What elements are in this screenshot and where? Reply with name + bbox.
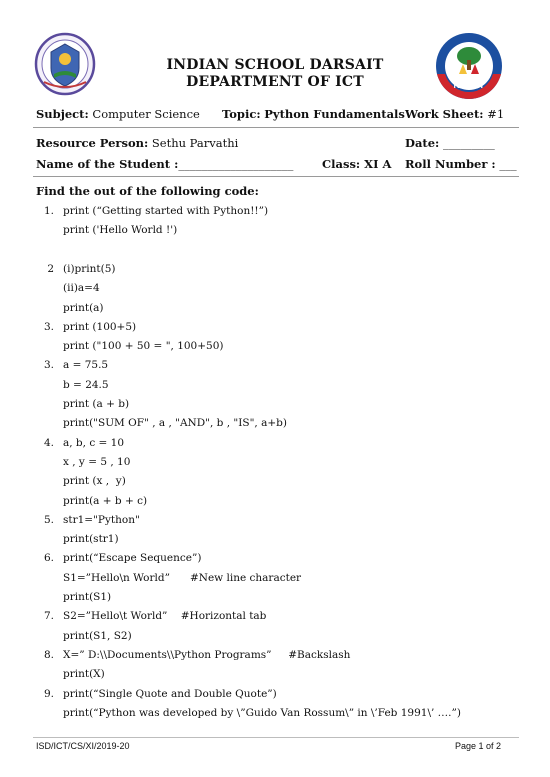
code-line: print(a)	[63, 301, 104, 314]
code-line: print ("100 + 50 = ", 100+50)	[63, 340, 224, 353]
code-line: print(S1)	[63, 591, 112, 603]
question-number: 5.	[43, 513, 54, 526]
class-field	[322, 157, 391, 171]
department-name: DEPARTMENT OF ICT	[186, 74, 364, 90]
roll-value: ___	[499, 157, 517, 171]
school-name: INDIAN SCHOOL DARSAIT	[166, 57, 384, 73]
subject-field	[36, 107, 200, 121]
code-line: print("SUM OF" , a , "AND", b , "IS", a+b)	[63, 417, 287, 430]
divider	[33, 176, 519, 177]
worksheet-label: Work Sheet:	[405, 107, 484, 121]
question-number: 3.	[43, 320, 54, 333]
divider	[33, 127, 519, 128]
question-number: 4.	[43, 436, 54, 449]
student-label: Name of the Student :	[36, 157, 179, 171]
code-line: S1=”Hello\n World” #New line character	[63, 571, 302, 584]
question-number: 1.	[43, 205, 54, 217]
code-line: print ('Hello World !')	[63, 224, 178, 237]
code-line: print(“Escape Sequence”)	[63, 552, 202, 565]
code-line: str1="Python"	[63, 513, 140, 526]
question-number: 2	[47, 262, 54, 275]
topic-label: Topic:	[222, 107, 261, 121]
subject-value: Computer Science	[92, 107, 200, 121]
code-line: print(“Single Quote and Double Quote”)	[63, 687, 277, 700]
date-field	[405, 136, 495, 150]
code-line: x , y = 5 , 10	[63, 455, 131, 468]
code-line: print (x , y)	[63, 475, 126, 488]
nabet-logo-text: NABET	[453, 80, 485, 90]
code-line: print (100+5)	[63, 320, 137, 333]
code-line: X=” D:\\Documents\\Python Programs” #Backslash	[63, 648, 351, 661]
code-line: b = 24.5	[63, 378, 109, 391]
code-line: S2=”Hello\t World” #Horizontal tab	[63, 610, 267, 623]
code-line: print(X)	[63, 668, 105, 681]
code-line: (ii)a=4	[63, 282, 100, 295]
code-line: a = 75.5	[63, 359, 109, 372]
code-line: print (a + b)	[63, 398, 130, 410]
document-code: ISD/ICT/CS/XI/2019-20	[36, 741, 130, 751]
code-line: (i)print(5)	[63, 262, 116, 275]
code-line: a, b, c = 10	[63, 436, 125, 449]
topic-field	[222, 107, 405, 121]
resource-value: Sethu Parvathi	[151, 136, 239, 150]
student-name-field	[36, 157, 293, 171]
question-number: 9.	[43, 687, 54, 700]
worksheet-value: #1	[487, 107, 505, 121]
page-number: Page 1 of 2	[455, 741, 502, 751]
subject-label: Subject:	[36, 107, 89, 121]
date-value: _________	[442, 136, 495, 150]
code-line: print (“Getting started with Python!!”)	[63, 205, 269, 217]
date-label: Date:	[405, 136, 440, 150]
code-line: print(str1)	[63, 533, 119, 546]
code-line: print(S1, S2)	[63, 629, 132, 642]
question-number: 8.	[43, 648, 54, 661]
question-number: 7.	[43, 610, 54, 623]
topic-value: Python Fundamentals	[264, 107, 405, 121]
resource-label: Resource Person:	[36, 136, 149, 150]
code-line: print(a + b + c)	[63, 494, 148, 507]
section-heading: Find the out of the following code:	[36, 184, 259, 198]
question-number: 6.	[43, 552, 54, 565]
worksheet-field	[405, 107, 504, 121]
code-line: print(“Python was developed by \”Guido Van Rossum\” in \’Feb 1991\’ ….”)	[63, 706, 461, 719]
student-value: ____________________	[178, 157, 294, 171]
roll-label: Roll Number :	[405, 157, 496, 171]
footer-divider	[33, 737, 519, 738]
resource-person-field	[36, 136, 238, 150]
roll-number-field	[405, 157, 517, 171]
question-number: 3.	[43, 359, 54, 372]
class-label: Class: XI A	[322, 157, 392, 171]
